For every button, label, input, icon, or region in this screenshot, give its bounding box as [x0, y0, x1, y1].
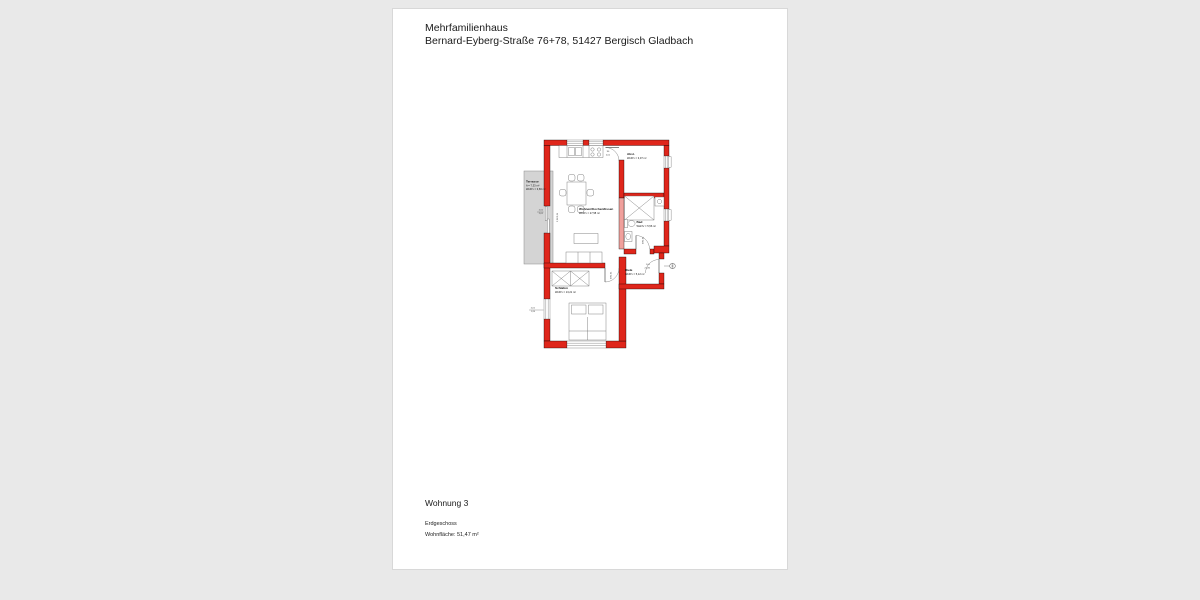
svg-text:1,26: 1,26 — [530, 310, 535, 313]
room-label-diele — [625, 268, 645, 276]
room-label-abst — [627, 152, 647, 160]
shower — [625, 196, 655, 220]
svg-text:Bad: Bad — [636, 220, 643, 224]
document-header — [425, 22, 693, 47]
lightweight-wall — [619, 198, 624, 249]
room-label-wohnen — [579, 207, 613, 215]
floor-plan — [504, 119, 704, 369]
header-building-title: Mehrfamilienhaus — [425, 22, 508, 34]
apartment-title: Wohnung 3 — [425, 498, 469, 508]
svg-text:Wohnen/Kochen/Essen: Wohnen/Kochen/Essen — [579, 207, 614, 211]
room-label-bad — [637, 220, 657, 228]
entrance-marker-icon — [664, 263, 675, 269]
svg-text:A = 7,33 m²: A = 7,33 m² — [526, 184, 540, 188]
svg-text:1,01: 1,01 — [645, 264, 650, 266]
svg-text:WoFl'v = 13,21 m²: WoFl'v = 13,21 m² — [555, 290, 576, 294]
document-page — [392, 8, 788, 570]
bathroom-sink-icon — [625, 232, 633, 242]
svg-text:2,51: 2,51 — [538, 209, 543, 212]
svg-text:Abst.: Abst. — [627, 152, 635, 156]
sofa — [574, 234, 598, 244]
svg-text:WoFl'v = 5,56 m²: WoFl'v = 5,56 m² — [636, 224, 657, 228]
washbasin-icon — [655, 197, 664, 206]
floor-plan-svg — [504, 119, 704, 369]
walls — [544, 140, 669, 348]
svg-text:WoFl'v = 3,07 m²: WoFl'v = 3,07 m² — [627, 156, 647, 160]
svg-text:90: 90 — [606, 151, 610, 153]
svg-text:90/2,01: 90/2,01 — [610, 271, 613, 279]
svg-text:Diele: Diele — [625, 268, 633, 272]
toilet-icon — [625, 220, 636, 228]
svg-text:2,51/2,01: 2,51/2,01 — [557, 212, 559, 222]
svg-text:WoFl'v = 3,66 m²: WoFl'v = 3,66 m² — [526, 188, 546, 192]
double-bed — [569, 303, 606, 340]
svg-text:WoFl'v = 27,58 m²: WoFl'v = 27,58 m² — [579, 211, 600, 215]
svg-text:Schlafen: Schlafen — [555, 286, 568, 290]
svg-text:2,135: 2,135 — [644, 267, 650, 270]
living-area-label: Wohnfläche: 51,47 m² — [425, 532, 479, 538]
room-label-schlafen — [555, 286, 576, 294]
svg-text:2,01: 2,01 — [538, 212, 543, 215]
svg-text:90/2,01: 90/2,01 — [642, 236, 645, 244]
sideboard — [566, 252, 602, 263]
header-address: Bernard-Eyberg-Straße 76+78, 51427 Bergisch Gladbach — [425, 34, 694, 47]
svg-text:WoFl'v = 5,12 m²: WoFl'v = 5,12 m² — [625, 272, 645, 276]
windows — [544, 140, 671, 348]
svg-text:2,01: 2,01 — [605, 154, 611, 157]
floor-label: Erdgeschoss — [425, 521, 457, 527]
wardrobe — [552, 271, 589, 286]
svg-text:2,01: 2,01 — [530, 307, 535, 310]
svg-text:Terrasse: Terrasse — [526, 179, 539, 184]
kitchen-counter — [559, 146, 603, 158]
